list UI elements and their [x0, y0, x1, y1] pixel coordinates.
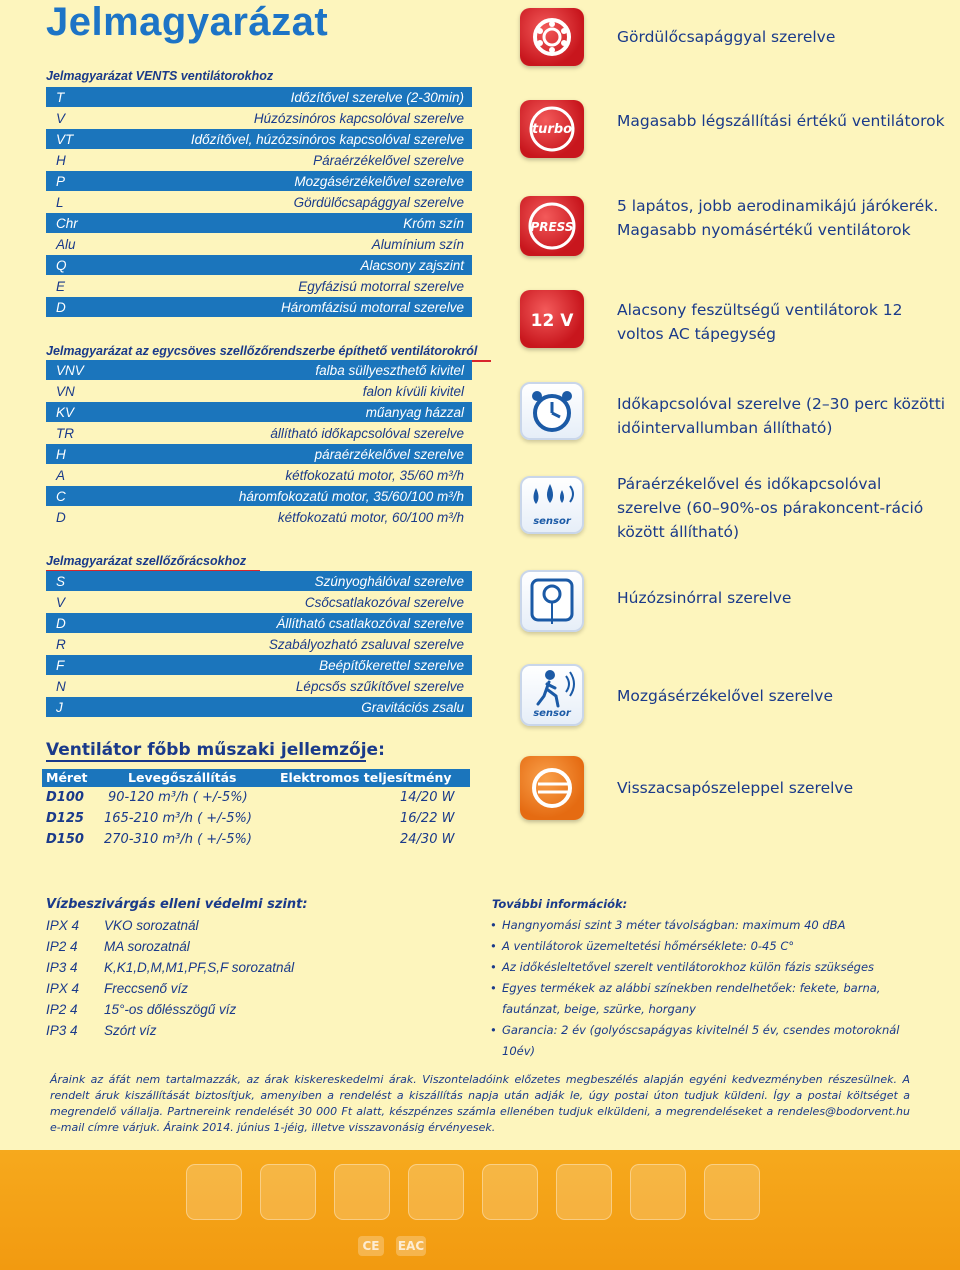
bullet-icon: •	[490, 918, 497, 932]
legend-description: Beépítőkerettel szerelve	[319, 657, 464, 673]
legend-description: Állítható csatlakozóval szerelve	[276, 615, 464, 631]
legend-description: Egyfázisú motorral szerelve	[298, 278, 464, 294]
legend-code: VT	[56, 131, 74, 147]
legend-row	[46, 192, 472, 212]
legend-row	[46, 676, 472, 696]
more-info-title: További információk:	[492, 897, 628, 911]
info-text: A ventilátorok üzemeltetési hőmérséklete: 0-45 C°	[502, 939, 795, 953]
legend-row	[46, 129, 472, 149]
legend-row	[46, 213, 472, 233]
timer-clock-icon	[520, 382, 584, 440]
legend-grilles-heading	[46, 554, 246, 570]
bearing-icon	[520, 8, 584, 66]
specs-header-row	[42, 769, 470, 787]
legend-row	[46, 613, 472, 633]
spec-power: 14/20 W	[400, 790, 455, 805]
legend-row	[46, 655, 472, 675]
specs-header-airflow: Levegőszállítás	[128, 770, 237, 785]
specs-title-underline	[46, 760, 366, 762]
feature-text-12v: Alacsony feszültségű ventilátorok 12 voltos AC tápegység	[617, 301, 903, 343]
ip-code: IPX 4	[46, 981, 80, 996]
humidity-sensor-icon	[520, 476, 584, 534]
specs-header-size: Méret	[46, 770, 88, 785]
legend-description: Gravitációs zsalu	[361, 699, 464, 715]
humidity-sensor-label: sensor	[533, 516, 571, 527]
info-list-item	[492, 936, 912, 957]
legend-code: T	[56, 89, 65, 105]
spec-airflow: 165-210 m³/h ( +/-5%)	[104, 811, 252, 826]
bullet-icon: •	[490, 981, 497, 995]
legend-code: H	[56, 152, 66, 168]
legend-description: Szabályozható zsaluval szerelve	[268, 636, 464, 652]
feature-text-pull-cord: Húzózsinórral szerelve	[617, 589, 792, 607]
legend-description: Szúnyoghálóval szerelve	[314, 573, 464, 589]
band-icon	[408, 1164, 464, 1220]
feature-text-press: 5 lapátos, jobb aerodinamikájú járókerék. Magasabb nyomásértékű ventilátorok	[617, 197, 939, 239]
band-icon	[482, 1164, 538, 1220]
ip-code: IP3 4	[46, 1023, 78, 1038]
motion-sensor-label: sensor	[533, 708, 571, 719]
legend-description: Páraérzékelővel szerelve	[313, 152, 464, 168]
legend-code: J	[56, 699, 63, 715]
legend-description: állítható időkapcsolóval szerelve	[270, 425, 464, 441]
feature-text-turbo: Magasabb légszállítási értékű ventilátorok	[617, 112, 945, 130]
info-list-item	[492, 957, 912, 978]
legend-row	[46, 360, 472, 380]
info-text: Egyes termékek az alábbi színekben rendelhetőek: fekete, barna, fautánzat, beige, szürke, horgany	[502, 981, 881, 1016]
info-list-item	[492, 978, 912, 1020]
legend-code: F	[56, 657, 65, 673]
legend-code: N	[56, 678, 66, 694]
legend-code: V	[56, 594, 66, 610]
bottom-icon-band	[0, 1150, 960, 1270]
feature-text-humidity: Páraérzékelővel és időkapcsolóval szerelve (60–90%-os párakoncent-ráció között állítható)	[617, 475, 924, 541]
ip-desc: Freccsenő víz	[104, 981, 189, 996]
legend-row	[46, 486, 472, 506]
legend-row	[46, 571, 472, 591]
ip-desc: 15°-os dőlésszögű víz	[104, 1002, 237, 1017]
feature-text-bearing: Gördülőcsapággyal szerelve	[617, 28, 836, 46]
ip-code: IPX 4	[46, 918, 80, 933]
legend-row	[46, 507, 472, 527]
legend-row	[46, 634, 472, 654]
legend-row	[46, 381, 472, 401]
legend-row	[46, 150, 472, 170]
turbo-icon	[520, 100, 584, 158]
legend-row	[46, 297, 472, 317]
12v-icon-label: 12 V	[530, 311, 574, 331]
legend-code: E	[56, 278, 66, 294]
press-icon	[520, 196, 584, 256]
ip-desc: Szórt víz	[104, 1023, 157, 1038]
legend-description: Csőcsatlakozóval szerelve	[304, 594, 464, 610]
legend-row	[46, 465, 472, 485]
ip-code: IP2 4	[46, 1002, 78, 1017]
12v-icon	[520, 290, 584, 348]
legend-row	[46, 402, 472, 422]
legend-description: páraérzékelővel szerelve	[314, 446, 464, 462]
legend-code: D	[56, 299, 66, 315]
page-title: Jelmagyarázat	[46, 0, 329, 44]
specs-title: Ventilátor főbb műszaki jellemzője:	[46, 740, 385, 760]
legend-code: KV	[56, 404, 75, 420]
specs-header-power: Elektromos teljesítmény	[280, 770, 452, 785]
legend-row	[46, 234, 472, 254]
info-list-item	[492, 915, 912, 936]
legend-row	[46, 423, 472, 443]
ip-protection-title: Vízbeszivárgás elleni védelmi szint:	[46, 897, 308, 912]
pull-cord-icon	[520, 570, 584, 632]
spec-size: D100	[46, 790, 84, 805]
spec-airflow: 90-120 m³/h ( +/-5%)	[108, 790, 248, 805]
legend-row	[46, 276, 472, 296]
band-icon	[556, 1164, 612, 1220]
legend-row	[46, 87, 472, 107]
feature-text-motion: Mozgásérzékelővel szerelve	[617, 687, 834, 705]
legend-code: A	[56, 467, 66, 483]
band-icon	[704, 1164, 760, 1220]
pricing-footnote: Áraink az áfát nem tartalmazzák, az árak kiskereskedelmi árak. Viszonteladóink előzetes megbeszélés alapján egyéni kedvezményben részesülnek. A rendelt áruk kiszállítását biztosítjuk, amenyiben a rendelést a kiszállítás napja után adják le, úgy postai úton tudjuk küldeni. Így a postai költséget a megrendelő vállalja. Partnereink rendelését 30 000 Ft alatt, készpénzes számla ellenében tudjuk elküldeni, a megrendeléseket a rendeles@bodorvent.hu e-mail címre várjuk. Áraink 2014. június 1-jéig, illetve visszavonásig érvényesek.	[50, 1073, 910, 1134]
backdraft-damper-icon	[520, 756, 584, 820]
legend-code: V	[56, 110, 66, 126]
spec-power: 16/22 W	[400, 811, 455, 826]
legend-code: H	[56, 446, 66, 462]
legend-single-pipe-heading	[46, 344, 477, 360]
legend-vents-heading: Jelmagyarázat VENTS ventilátorokhoz	[46, 69, 274, 83]
legend-description: falba süllyeszthető kivitel	[315, 362, 464, 378]
legend-code: Chr	[56, 215, 78, 231]
legend-code: L	[56, 194, 64, 210]
bullet-icon: •	[490, 1023, 497, 1037]
legend-code: D	[56, 615, 66, 631]
legend-code: VNV	[56, 362, 84, 378]
spec-size: D150	[46, 832, 84, 847]
legend-single-pipe-heading-text: Jelmagyarázat az egycsöves szellőzőrendszerbe építhető ventilátorokról	[46, 344, 478, 358]
spec-power: 24/30 W	[400, 832, 455, 847]
legend-description: Króm szín	[403, 215, 464, 231]
legend-code: Q	[56, 257, 67, 273]
legend-description: Háromfázisú motorral szerelve	[280, 299, 464, 315]
ip-desc: MA sorozatnál	[104, 939, 190, 954]
legend-description: Gördülőcsapággyal szerelve	[293, 194, 464, 210]
legend-description: Alacsony zajszint	[360, 257, 464, 273]
legend-code: R	[56, 636, 66, 652]
info-text: Az időkésleltetővel szerelt ventilátorokhoz külön fázis szükséges	[502, 960, 875, 974]
legend-code: Alu	[56, 236, 76, 252]
legend-description: kétfokozatú motor, 35/60 m³/h	[285, 467, 464, 483]
legend-row	[46, 255, 472, 275]
legend-row	[46, 697, 472, 717]
legend-code: VN	[56, 383, 75, 399]
legend-description: Lépcsős szűkítővel szerelve	[295, 678, 464, 694]
legend-code: P	[56, 173, 66, 189]
legend-code: C	[56, 488, 66, 504]
press-icon-label: PRESS	[530, 220, 574, 234]
legend-row	[46, 108, 472, 128]
legend-row	[46, 171, 472, 191]
bullet-icon: •	[490, 960, 497, 974]
info-list-item	[492, 1020, 912, 1062]
legend-code: TR	[56, 425, 74, 441]
legend-description: Mozgásérzékelővel szerelve	[294, 173, 464, 189]
ce-mark-icon: CE	[358, 1236, 384, 1256]
legend-description: kétfokozatú motor, 60/100 m³/h	[277, 509, 464, 525]
feature-text-damper: Visszacsapószeleppel szerelve	[617, 779, 854, 797]
band-icon	[630, 1164, 686, 1220]
spec-airflow: 270-310 m³/h ( +/-5%)	[104, 832, 252, 847]
legend-code: S	[56, 573, 66, 589]
ip-code: IP3 4	[46, 960, 78, 975]
eac-mark-icon: EAC	[396, 1236, 426, 1256]
legend-description: Alumínium szín	[371, 236, 464, 252]
info-text: Hangnyomási szint 3 méter távolságban: maximum 40 dBA	[502, 918, 846, 932]
spec-size: D125	[46, 811, 84, 826]
info-text: Garancia: 2 év (golyóscsapágyas kivitelnél 5 év, csendes motoroknál 10év)	[502, 1023, 900, 1058]
band-icon	[186, 1164, 242, 1220]
motion-sensor-icon	[520, 664, 584, 726]
ip-code: IP2 4	[46, 939, 78, 954]
band-icon	[260, 1164, 316, 1220]
legend-description: Időzítővel, húzózsinóros kapcsolóval szerelve	[190, 131, 464, 147]
legend-code: D	[56, 509, 66, 525]
feature-text-timer: Időkapcsolóval szerelve (2–30 perc közötti időintervallumban állítható)	[617, 395, 946, 437]
bullet-icon: •	[490, 939, 497, 953]
legend-description: műanyag házzal	[365, 404, 464, 420]
legend-row	[46, 592, 472, 612]
legend-grilles-heading-text: Jelmagyarázat szellőzőrácsokhoz	[46, 554, 247, 568]
legend-description: Húzózsinóros kapcsolóval szerelve	[253, 110, 464, 126]
ip-desc: K,K1,D,M,M1,PF,S,F sorozatnál	[104, 960, 295, 975]
legend-row	[46, 444, 472, 464]
ip-desc: VKO sorozatnál	[104, 918, 199, 933]
legend-description: Időzítővel szerelve (2-30min)	[290, 89, 464, 105]
legend-description: falon kívüli kivitel	[362, 383, 464, 399]
legend-description: háromfokozatú motor, 35/60/100 m³/h	[238, 488, 464, 504]
turbo-icon-label: turbo	[531, 122, 573, 137]
band-icon	[334, 1164, 390, 1220]
